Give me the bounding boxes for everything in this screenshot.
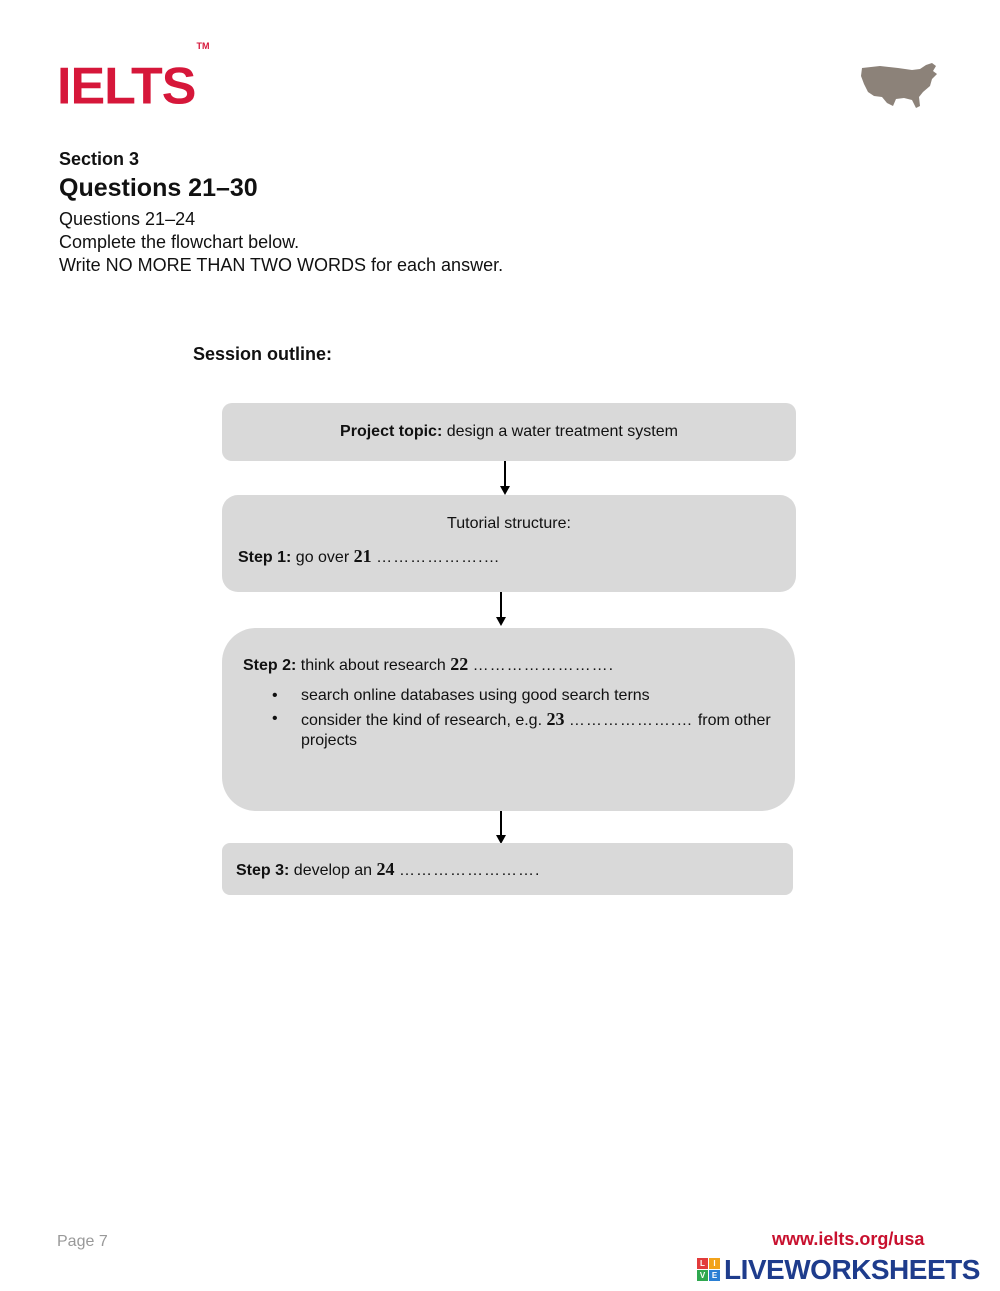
answer-22-blank[interactable]: ……………………. (472, 657, 615, 674)
step-3-label: Step 3: (236, 862, 290, 879)
instruction-word-limit: Write NO MORE THAN TWO WORDS for each answer. (59, 255, 504, 275)
step-3-line (236, 858, 540, 882)
step-2-line (243, 653, 614, 677)
bullet-kind-of-research (272, 709, 777, 751)
page-number: Page 7 (57, 1233, 108, 1250)
question-22-number: 22 (450, 654, 469, 674)
logo-trademark: TM (196, 41, 210, 51)
question-21-number: 21 (353, 546, 372, 566)
bullet-search-databases: • search online databases using good search terns (272, 686, 777, 706)
step-2-text: think about research (296, 657, 451, 674)
answer-21-blank[interactable]: ……………….… (376, 549, 501, 566)
bullet-2-after: from other projects (301, 712, 771, 749)
step-3-text: develop an (289, 862, 377, 879)
liveworksheets-text: LIVEWORKSHEETS (724, 1254, 980, 1285)
flowchart-box-project-topic (222, 403, 796, 461)
questions-subtitle: Questions 21–24 (59, 209, 196, 229)
answer-24-blank[interactable]: ……………………. (398, 862, 541, 879)
question-24-number: 24 (376, 859, 395, 879)
step-1-label: Step 1: (238, 549, 292, 566)
liveworksheets-logo-icon: L I V E (697, 1258, 721, 1282)
ielts-url-link[interactable]: www.ielts.org/usa (772, 1229, 925, 1249)
project-topic-label: Project topic: (340, 423, 443, 440)
flowchart-box-step-2 (222, 628, 795, 811)
question-23-number: 23 (546, 709, 565, 729)
step-2-label: Step 2: (243, 657, 297, 674)
flowchart-box-step-3 (222, 843, 793, 895)
flowchart-heading: Session outline: (193, 344, 333, 364)
flowchart-box-tutorial-structure (222, 495, 796, 592)
questions-title: Questions 21–30 (59, 174, 258, 202)
usa-map-icon (860, 62, 940, 112)
logo-text: IELTS (57, 57, 196, 116)
project-topic-text: design a water treatment system (442, 423, 678, 440)
tutorial-structure-title: Tutorial structure: (447, 515, 571, 532)
ielts-logo (57, 41, 210, 116)
instruction-complete: Complete the flowchart below. (59, 232, 300, 252)
section-label: Section 3 (59, 149, 140, 169)
step-1-text: go over (291, 549, 354, 566)
bullet-2-text: consider the kind of research, e.g. (301, 712, 547, 729)
step-1-line (238, 545, 501, 569)
answer-23-blank[interactable]: ……………….… (568, 712, 694, 729)
step-2-bullets (272, 686, 777, 754)
